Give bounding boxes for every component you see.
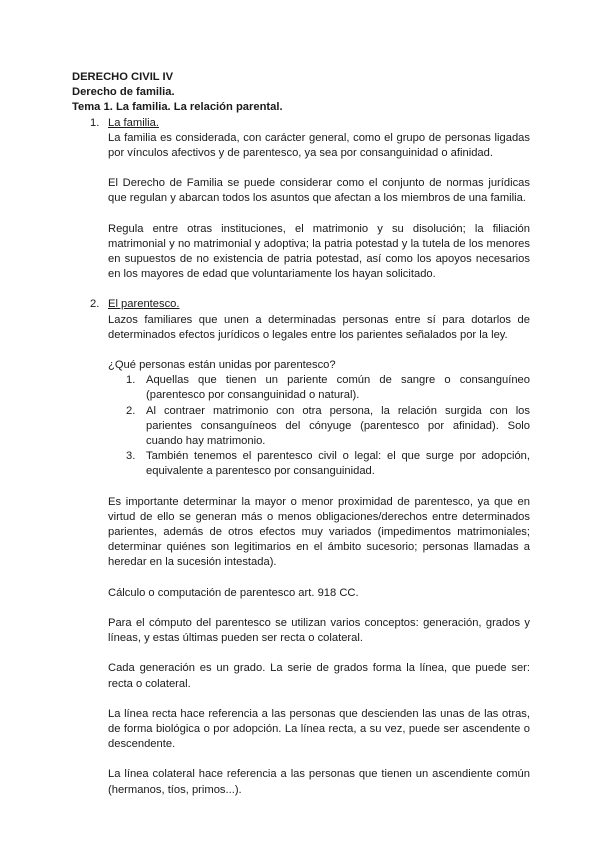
subject-title: Derecho de familia.	[72, 86, 175, 99]
course-title: DERECHO CIVIL IV	[72, 71, 174, 83]
section-title: El parentesco.	[108, 298, 180, 311]
list-item-text: Aquellas que tienen un pariente común de sangre o consanguíneo (parentesco por consanguinidad o natural).	[146, 374, 530, 402]
section-title: La familia.	[108, 116, 159, 129]
paragraph: La línea recta hace referencia a las personas que descienden las unas de las otras, de forma biológica o por adopción. La línea recta, a su vez, puede ser ascendente o descendente.	[108, 707, 530, 751]
paragraph: El Derecho de Familia se puede considerar como el conjunto de normas jurídicas que regulan y abarcan todos los asuntos que afectan a los miembros de una familia.	[108, 177, 530, 205]
list-item-number: 2.	[126, 404, 136, 417]
topic-title: Tema 1. La familia. La relación parental.	[72, 101, 283, 114]
paragraph: La familia es considerada, con carácter general, como el grupo de personas ligadas por vínculos afectivos y de parentesco, ya sea por consanguinidad o afinidad.	[108, 131, 530, 160]
section-familia	[72, 116, 530, 283]
list-item	[108, 373, 530, 403]
list-item	[108, 449, 530, 479]
paragraph: La línea colateral hace referencia a las personas que tienen un ascendiente común (hermanos, tíos, primos...).	[108, 768, 530, 796]
list-item	[108, 404, 530, 450]
question: ¿Qué personas están unidas por parentesco?	[108, 359, 336, 372]
list-item-number: 1.	[126, 374, 136, 387]
section-number: 1.	[90, 116, 100, 129]
section-number: 2.	[90, 298, 100, 311]
paragraph: Para el cómputo del parentesco se utilizan varios conceptos: generación, grados y líneas, y estas últimas pueden ser recta o colateral.	[108, 616, 530, 645]
paragraph: Regula entre otras instituciones, el matrimonio y su disolución; la filiación matrimonial y no matrimonial y adoptiva; la patria potestad y la tutela de los menores en supuestos de no existencia de patria potestad, así como los apoyos necesarios en los mayores de edad que voluntariamente los hayan solicitado.	[108, 222, 530, 281]
list-item-text: También tenemos el parentesco civil o legal: el que surge por adopción, equivalente a parentesco por consanguinidad.	[146, 450, 530, 478]
paragraph: Cálculo o computación de parentesco art. 918 CC.	[108, 586, 359, 599]
section-parentesco	[72, 297, 530, 797]
paragraph: Lazos familiares que unen a determinadas personas entre sí para dotarlos de determinados efectos jurídicos o legales entre los parientes señalados por la ley.	[108, 313, 530, 341]
list-item-text: Al contraer matrimonio con otra persona, la relación surgida con los parientes consanguíneos del cónyuge (parentesco por afinidad). Solo cuando hay matrimonio.	[146, 404, 530, 448]
document-page	[72, 70, 530, 798]
list-item-number: 3.	[126, 450, 136, 463]
paragraph: Es importante determinar la mayor o menor proximidad de parentesco, ya que en virtud de ello se generan más o menos obligaciones/derechos entre determinados parientes, además de otros efectos muy variados (impedimentos matrimoniales; determinar quiénes son legitimarios en el ámbito sucesorio; personas llamadas a heredar en la sucesión intestada).	[108, 495, 530, 569]
paragraph: Cada generación es un grado. La serie de grados forma la línea, que puede ser: recta o colateral.	[108, 662, 530, 690]
